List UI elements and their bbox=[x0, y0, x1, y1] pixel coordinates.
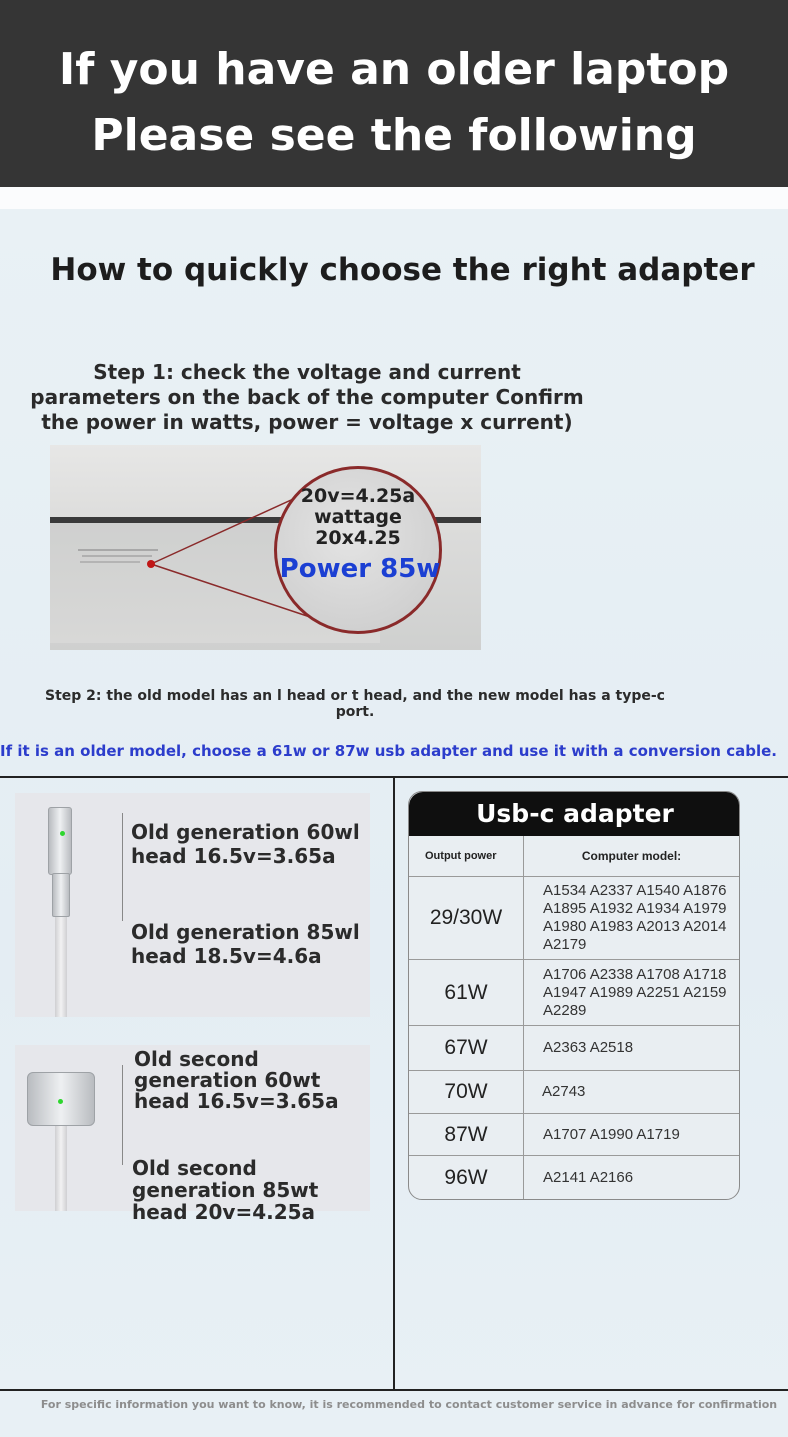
table-row bbox=[409, 960, 739, 1026]
panel-separator bbox=[122, 1065, 123, 1165]
cable-icon bbox=[55, 913, 67, 1017]
models-cell: A1534 A2337 A1540 A1876 A1895 A1932 A1934 A1979 A1980 A1983 A2013 A2014 A2179 bbox=[524, 877, 740, 960]
zoom-spec-text bbox=[274, 486, 442, 549]
l-head-connector-icon bbox=[48, 807, 72, 875]
models-cell: A1706 A2338 A1708 A1718 A1947 A1989 A2251 A2159 A2289 bbox=[524, 960, 740, 1026]
footnote: For specific information you want to know, it is recommended to contact customer service in advance for confirmation bbox=[40, 1398, 778, 1411]
col-output-power: Output power bbox=[409, 836, 524, 877]
older-model-note: If it is an older model, choose a 61w or 87w usb adapter and use it with a conversion cable. bbox=[0, 742, 777, 760]
watt-cell: 29/30W bbox=[409, 877, 524, 960]
l-head-panel bbox=[15, 793, 370, 1017]
l-head-85-text: Old generation 85wl head 18.5v=4.6a bbox=[131, 920, 360, 968]
column-divider bbox=[393, 778, 395, 1390]
models-cell: A1707 A1990 A1719 bbox=[524, 1114, 740, 1156]
step2-text: Step 2: the old model has an l head or t head, and the new model has a type-c port. bbox=[45, 688, 665, 720]
models-cell: A2743 bbox=[524, 1071, 740, 1114]
t-head-panel bbox=[15, 1045, 370, 1224]
models-cell: A2363 A2518 bbox=[524, 1026, 740, 1071]
table-row bbox=[409, 1026, 739, 1071]
zoom-line-1: 20v=4.25a bbox=[300, 485, 416, 507]
col-computer-model: Computer model: bbox=[581, 849, 682, 863]
table-header-row bbox=[409, 836, 739, 877]
models-cell: A2141 A2166 bbox=[524, 1156, 740, 1200]
watt-cell: 96W bbox=[409, 1156, 524, 1200]
table-row bbox=[409, 1114, 739, 1156]
header-line-1: If you have an older laptop bbox=[58, 44, 730, 95]
zoom-power-text: Power 85w bbox=[279, 554, 441, 584]
usbc-adapter-card bbox=[408, 791, 740, 1200]
led-indicator-icon bbox=[60, 831, 65, 836]
label-marker-dot bbox=[147, 560, 155, 568]
t-head-60-text: Old second generation 60wt head 16.5v=3.65a bbox=[134, 1047, 339, 1113]
watt-cell: 87W bbox=[409, 1114, 524, 1156]
watt-cell: 61W bbox=[409, 960, 524, 1026]
usbc-model-table bbox=[409, 836, 739, 1200]
table-row bbox=[409, 1071, 739, 1114]
led-indicator-icon bbox=[58, 1099, 63, 1104]
section-divider bbox=[0, 1389, 788, 1391]
panel-separator bbox=[122, 813, 123, 921]
step1-text: Step 1: check the voltage and current parameters on the back of the computer Confirm the power in watts, power = voltage x current) bbox=[30, 360, 584, 434]
l-head-60-text: Old generation 60wl head 16.5v=3.65a bbox=[131, 820, 360, 868]
table-row bbox=[409, 877, 739, 960]
cable-icon bbox=[55, 1125, 67, 1211]
t-head-85-text: Old second generation 85wt head 20v=4.25a bbox=[132, 1156, 319, 1224]
page-title: How to quickly choose the right adapter bbox=[50, 252, 755, 288]
watt-cell: 70W bbox=[409, 1071, 524, 1114]
zoom-line-2: wattage bbox=[314, 506, 402, 528]
connector-neck-icon bbox=[52, 873, 70, 917]
watt-cell: 67W bbox=[409, 1026, 524, 1071]
usbc-title: Usb-c adapter bbox=[409, 792, 740, 836]
table-row bbox=[409, 1156, 739, 1200]
zoom-line-3: 20x4.25 bbox=[315, 527, 401, 549]
header-line-2: Please see the following bbox=[91, 110, 697, 161]
